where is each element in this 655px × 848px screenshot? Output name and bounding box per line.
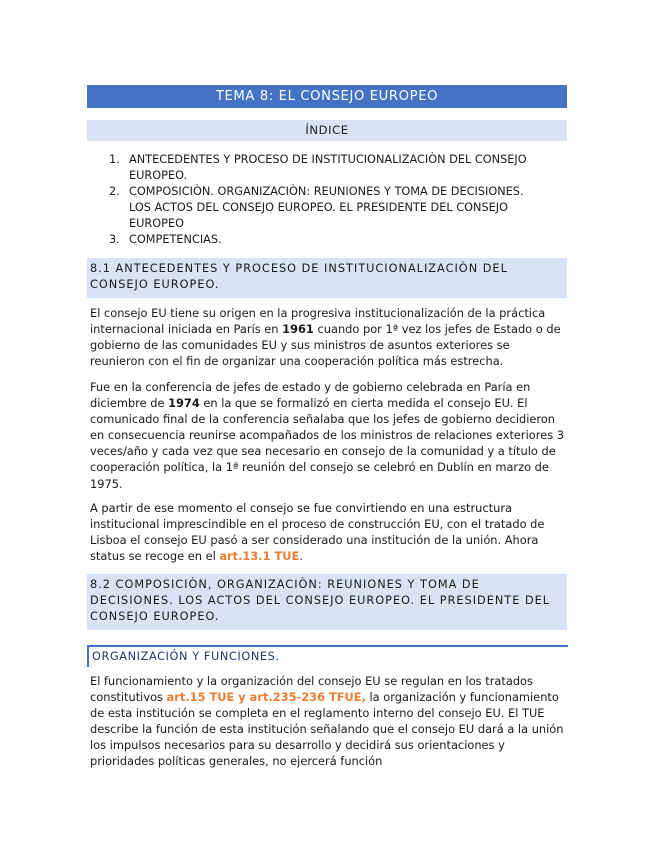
section-heading-8-1: 8.1 ANTECEDENTES Y PROCESO DE INSTITUCIONALIZACIÒN DEL CONSEJO EUROPEO. <box>87 258 567 298</box>
paragraph-text: Fue en la conferencia de jefes de estado y de gobierno celebrada en Paría en diciembre de <box>90 380 531 411</box>
toc-text: ANTECEDENTES Y PROCESO DE INSTITUCIONALIZACIÒN DEL CONSEJO EUROPEO. <box>129 153 527 182</box>
toc-text: COMPETENCIAS. <box>129 233 222 246</box>
toc-text: COMPOSICIÒN. ORGANIZACIÒN: REUNIONES Y TOMA DE DECISIONES. LOS ACTOS DEL CONSEJO EUROPEO. EL PRESIDENTE DEL CONSEJO EUROPEO <box>129 185 524 230</box>
index-heading: ÍNDICE <box>87 120 567 141</box>
paragraph-text: . <box>299 549 303 564</box>
article-reference: art.15 TUE y art.235-236 TFUE, <box>166 690 366 705</box>
bold-year: 1974 <box>168 396 200 411</box>
toc-item <box>109 152 549 184</box>
paragraph-text: la organización y funcionamiento de esta institución se completa en el reglamento interno del consejo EU. El TUE describe la función de esta institución señalando que el consejo EU dará a la unión los impulsos necesarios para su desarrollo y decidirá sus orientaciones y prioridades políticas generales, no ejercerá función <box>90 690 564 769</box>
article-reference: art.13.1 TUE <box>219 549 300 564</box>
toc-item <box>109 184 549 232</box>
paragraph <box>90 500 564 564</box>
toc-item <box>109 232 549 248</box>
toc-number: 3. <box>109 233 120 246</box>
subheading: ORGANIZACIÓN Y FUNCIONES. <box>87 645 568 667</box>
toc-number: 1. <box>109 153 120 166</box>
bold-year: 1961 <box>282 322 314 337</box>
paragraph-text: en la que se formalizó en cierta medida el consejo EU. El comunicado final de la conferencia señalaba que los jefes de gobierno decidieron en consecuencia reunirse acompañados de los ministros de relaciones exteriores 3 veces/año y cada vez que sea necesario en consejo de la comunidad y a título de cooperación política, la 1ª reunión del consejo se celebró en Dublín en marzo de 1975. <box>90 396 564 491</box>
table-of-contents <box>109 152 549 248</box>
paragraph <box>90 305 564 369</box>
toc-number: 2. <box>109 185 120 198</box>
paragraph <box>90 673 564 770</box>
document-title: TEMA 8: EL CONSEJO EUROPEO <box>87 85 567 108</box>
paragraph <box>90 379 564 492</box>
paragraph-text: El funcionamiento y la organización del consejo EU se regulan en los tratados constitutivos <box>90 674 533 705</box>
paragraph-text: El consejo EU tiene su origen en la progresiva institucionalización de la práctica internacional iniciada en París en <box>90 306 546 337</box>
paragraph-text: cuando por 1ª vez los jefes de Estado o de gobierno de las comunidades EU y sus ministros de asuntos exteriores se reunieron con el fin de organizar una cooperación política más estrecha. <box>90 322 561 369</box>
section-heading-8-2: 8.2 COMPOSICIÒN, ORGANIZACIÒN: REUNIONES Y TOMA DE DECISIONES. LOS ACTOS DEL CONSEJO EUROPEO. EL PRESIDENTE DEL CONSEJO EUROPEO. <box>87 574 567 630</box>
paragraph-text: A partir de ese momento el consejo se fue convirtiendo en una estructura institucional imprescindible en el proceso de construcción EU, con el tratado de Lisboa el consejo EU pasó a ser considerado una institución de la unión. Ahora status se recoge en el <box>90 501 545 564</box>
